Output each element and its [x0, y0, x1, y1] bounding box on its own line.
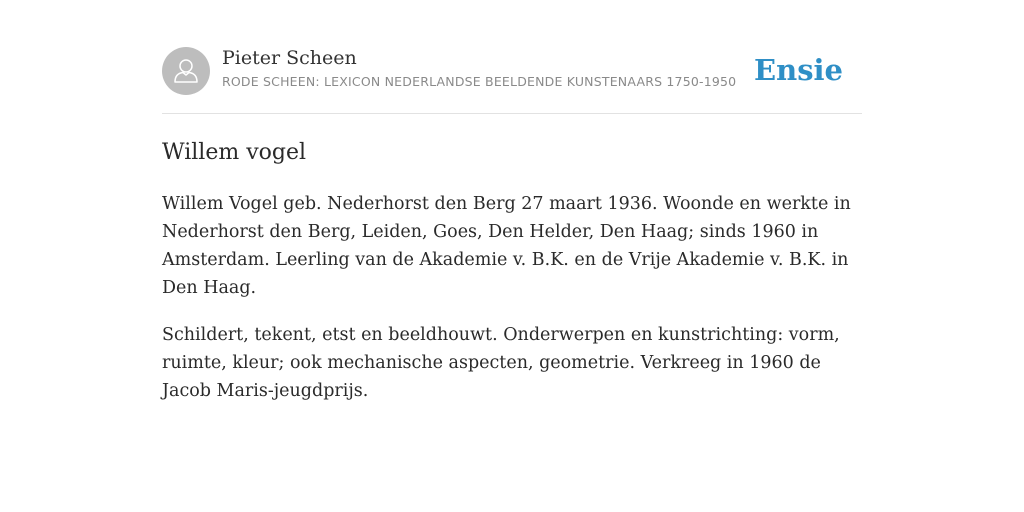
source-title[interactable]: RODE SCHEEN: LEXICON NEDERLANDSE BEELDENDE KUNSTENAARS 1750-1950: [222, 74, 737, 89]
article-paragraph: Willem Vogel geb. Nederhorst den Berg 27 maart 1936. Woonde en werkte in Nederhorst den Berg, Leiden, Goes, Den Helder, Den Haag; sinds 1960 in Amsterdam. Leerling van de Akademie v. B.K. en de Vrije Akademie v. B.K. in Den Haag.: [162, 194, 851, 298]
article-title: Willem vogel: [162, 140, 307, 165]
article-paragraph: Schildert, tekent, etst en beeldhouwt. Onderwerpen en kunstrichting: vorm, ruimte, kleur; ook mechanische aspecten, geometrie. Verkreeg in 1960 de Jacob Maris-jeugdprijs.: [162, 325, 840, 401]
ensie-logo[interactable]: Ensie: [754, 53, 843, 87]
author-avatar[interactable]: [162, 47, 210, 95]
author-name[interactable]: Pieter Scheen: [222, 47, 357, 69]
article-header: [162, 46, 862, 96]
page: [162, 0, 862, 512]
user-avatar-icon: [162, 47, 210, 95]
article-body: [162, 190, 862, 424]
header-divider: [162, 113, 862, 114]
